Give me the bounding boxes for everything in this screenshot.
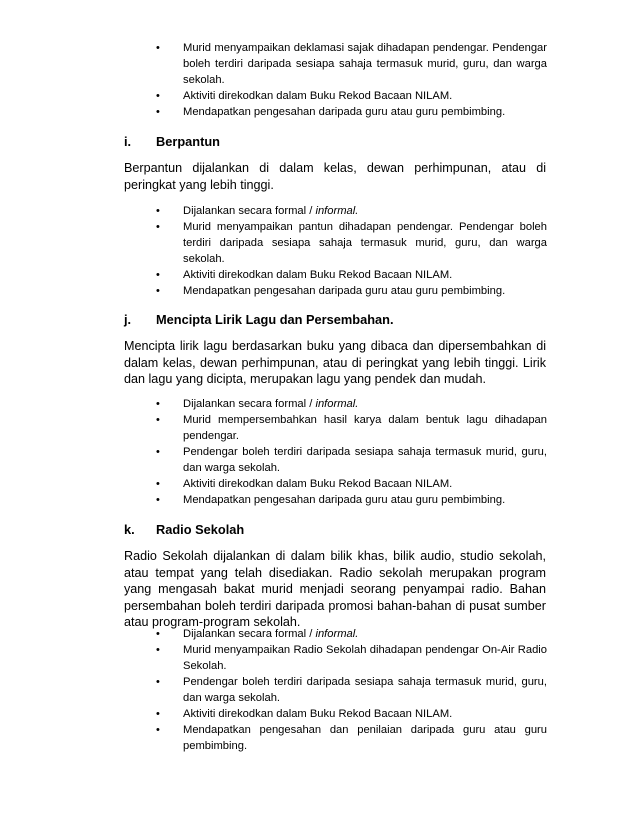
bullet-icon: • bbox=[156, 285, 160, 297]
section-heading-j bbox=[124, 312, 544, 328]
list-item: • Dijalankan secara formal / informal. bbox=[156, 398, 359, 410]
section-heading-k bbox=[124, 522, 544, 538]
list-item: • Mendapatkan pengesahan daripada guru atau guru pembimbing. bbox=[156, 285, 506, 297]
list-item: • Aktiviti direkodkan dalam Buku Rekod Bacaan NILAM. bbox=[156, 708, 453, 720]
list-item: • Murid menyampaikan Radio Sekolah dihadapan pendengar On-Air Radio Sekolah. bbox=[156, 644, 547, 672]
bullet-icon: • bbox=[156, 478, 160, 490]
bullet-list-i bbox=[151, 203, 547, 299]
bullet-icon: • bbox=[156, 628, 160, 640]
bullet-icon: • bbox=[156, 446, 160, 458]
list-item: • Mendapatkan pengesahan daripada guru atau guru pembimbing. bbox=[156, 494, 506, 506]
list-item: • Mendapatkan pengesahan dan penilaian daripada guru atau guru pembimbing. bbox=[156, 724, 547, 752]
bullet-list-j bbox=[151, 396, 547, 508]
bullet-icon: • bbox=[156, 724, 160, 736]
list-item: • Murid menyampaikan deklamasi sajak dihadapan pendengar. Pendengar boleh terdiri daripada sesiapa sahaja termasuk murid, guru, dan warga sekolah. bbox=[156, 42, 547, 86]
bullet-icon: • bbox=[156, 644, 160, 656]
list-item: • Aktiviti direkodkan dalam Buku Rekod Bacaan NILAM. bbox=[156, 269, 453, 281]
top-bullet-list bbox=[151, 40, 547, 120]
list-item: • Pendengar boleh terdiri daripada sesiapa sahaja termasuk murid, guru, dan warga sekolah. bbox=[156, 676, 547, 704]
list-item: • Mendapatkan pengesahan daripada guru atau guru pembimbing. bbox=[156, 106, 506, 118]
section-paragraph-k: Radio Sekolah dijalankan di dalam bilik khas, bilik audio, studio sekolah, atau tempat yang telah disediakan. Radio sekolah merupakan program yang mengasah bakat murid menjadi seorang penyampai radio. Bahan persembahan boleh terdiri daripada promosi bahan-bahan di pusat sumber atau program-program sekolah. bbox=[124, 549, 546, 630]
list-item: • Murid mempersembahkan hasil karya dalam bentuk lagu dihadapan pendengar. bbox=[156, 414, 547, 442]
section-title: Mencipta Lirik Lagu dan Persembahan. bbox=[156, 312, 394, 327]
bullet-icon: • bbox=[156, 708, 160, 720]
section-title: Radio Sekolah bbox=[156, 522, 245, 537]
bullet-icon: • bbox=[156, 398, 160, 410]
list-item: • Dijalankan secara formal / informal. bbox=[156, 205, 359, 217]
bullet-icon: • bbox=[156, 494, 160, 506]
list-item: • Dijalankan secara formal / informal. bbox=[156, 628, 359, 640]
bullet-icon: • bbox=[156, 42, 160, 54]
bullet-icon: • bbox=[156, 205, 160, 217]
list-item: • Aktiviti direkodkan dalam Buku Rekod Bacaan NILAM. bbox=[156, 90, 453, 102]
section-title: Berpantun bbox=[156, 134, 220, 149]
bullet-icon: • bbox=[156, 676, 160, 688]
section-letter: j. bbox=[124, 312, 132, 327]
list-item: • Pendengar boleh terdiri daripada sesiapa sahaja termasuk murid, guru, dan warga sekolah. bbox=[156, 446, 547, 474]
section-paragraph-j: Mencipta lirik lagu berdasarkan buku yang dibaca dan dipersembahkan di dalam kelas, dewan perhimpunan, atau di peringkat yang lebih tinggi. Lirik dan lagu yang dicipta, merupakan lagu yang pendek dan mudah. bbox=[124, 339, 546, 387]
bullet-icon: • bbox=[156, 106, 160, 118]
section-letter: i. bbox=[124, 134, 132, 149]
section-paragraph-i: Berpantun dijalankan di dalam kelas, dewan perhimpunan, atau di peringkat yang lebih tinggi. bbox=[124, 161, 546, 192]
bullet-icon: • bbox=[156, 221, 160, 233]
bullet-icon: • bbox=[156, 414, 160, 426]
bullet-icon: • bbox=[156, 269, 160, 281]
list-item: • Aktiviti direkodkan dalam Buku Rekod Bacaan NILAM. bbox=[156, 478, 453, 490]
list-item: • Murid menyampaikan pantun dihadapan pendengar. Pendengar boleh terdiri daripada sesiapa sahaja termasuk murid, guru, dan warga sekolah. bbox=[156, 221, 547, 265]
section-letter: k. bbox=[124, 522, 135, 537]
bullet-list-k bbox=[151, 626, 547, 754]
section-heading-i bbox=[124, 134, 544, 150]
bullet-icon: • bbox=[156, 90, 160, 102]
